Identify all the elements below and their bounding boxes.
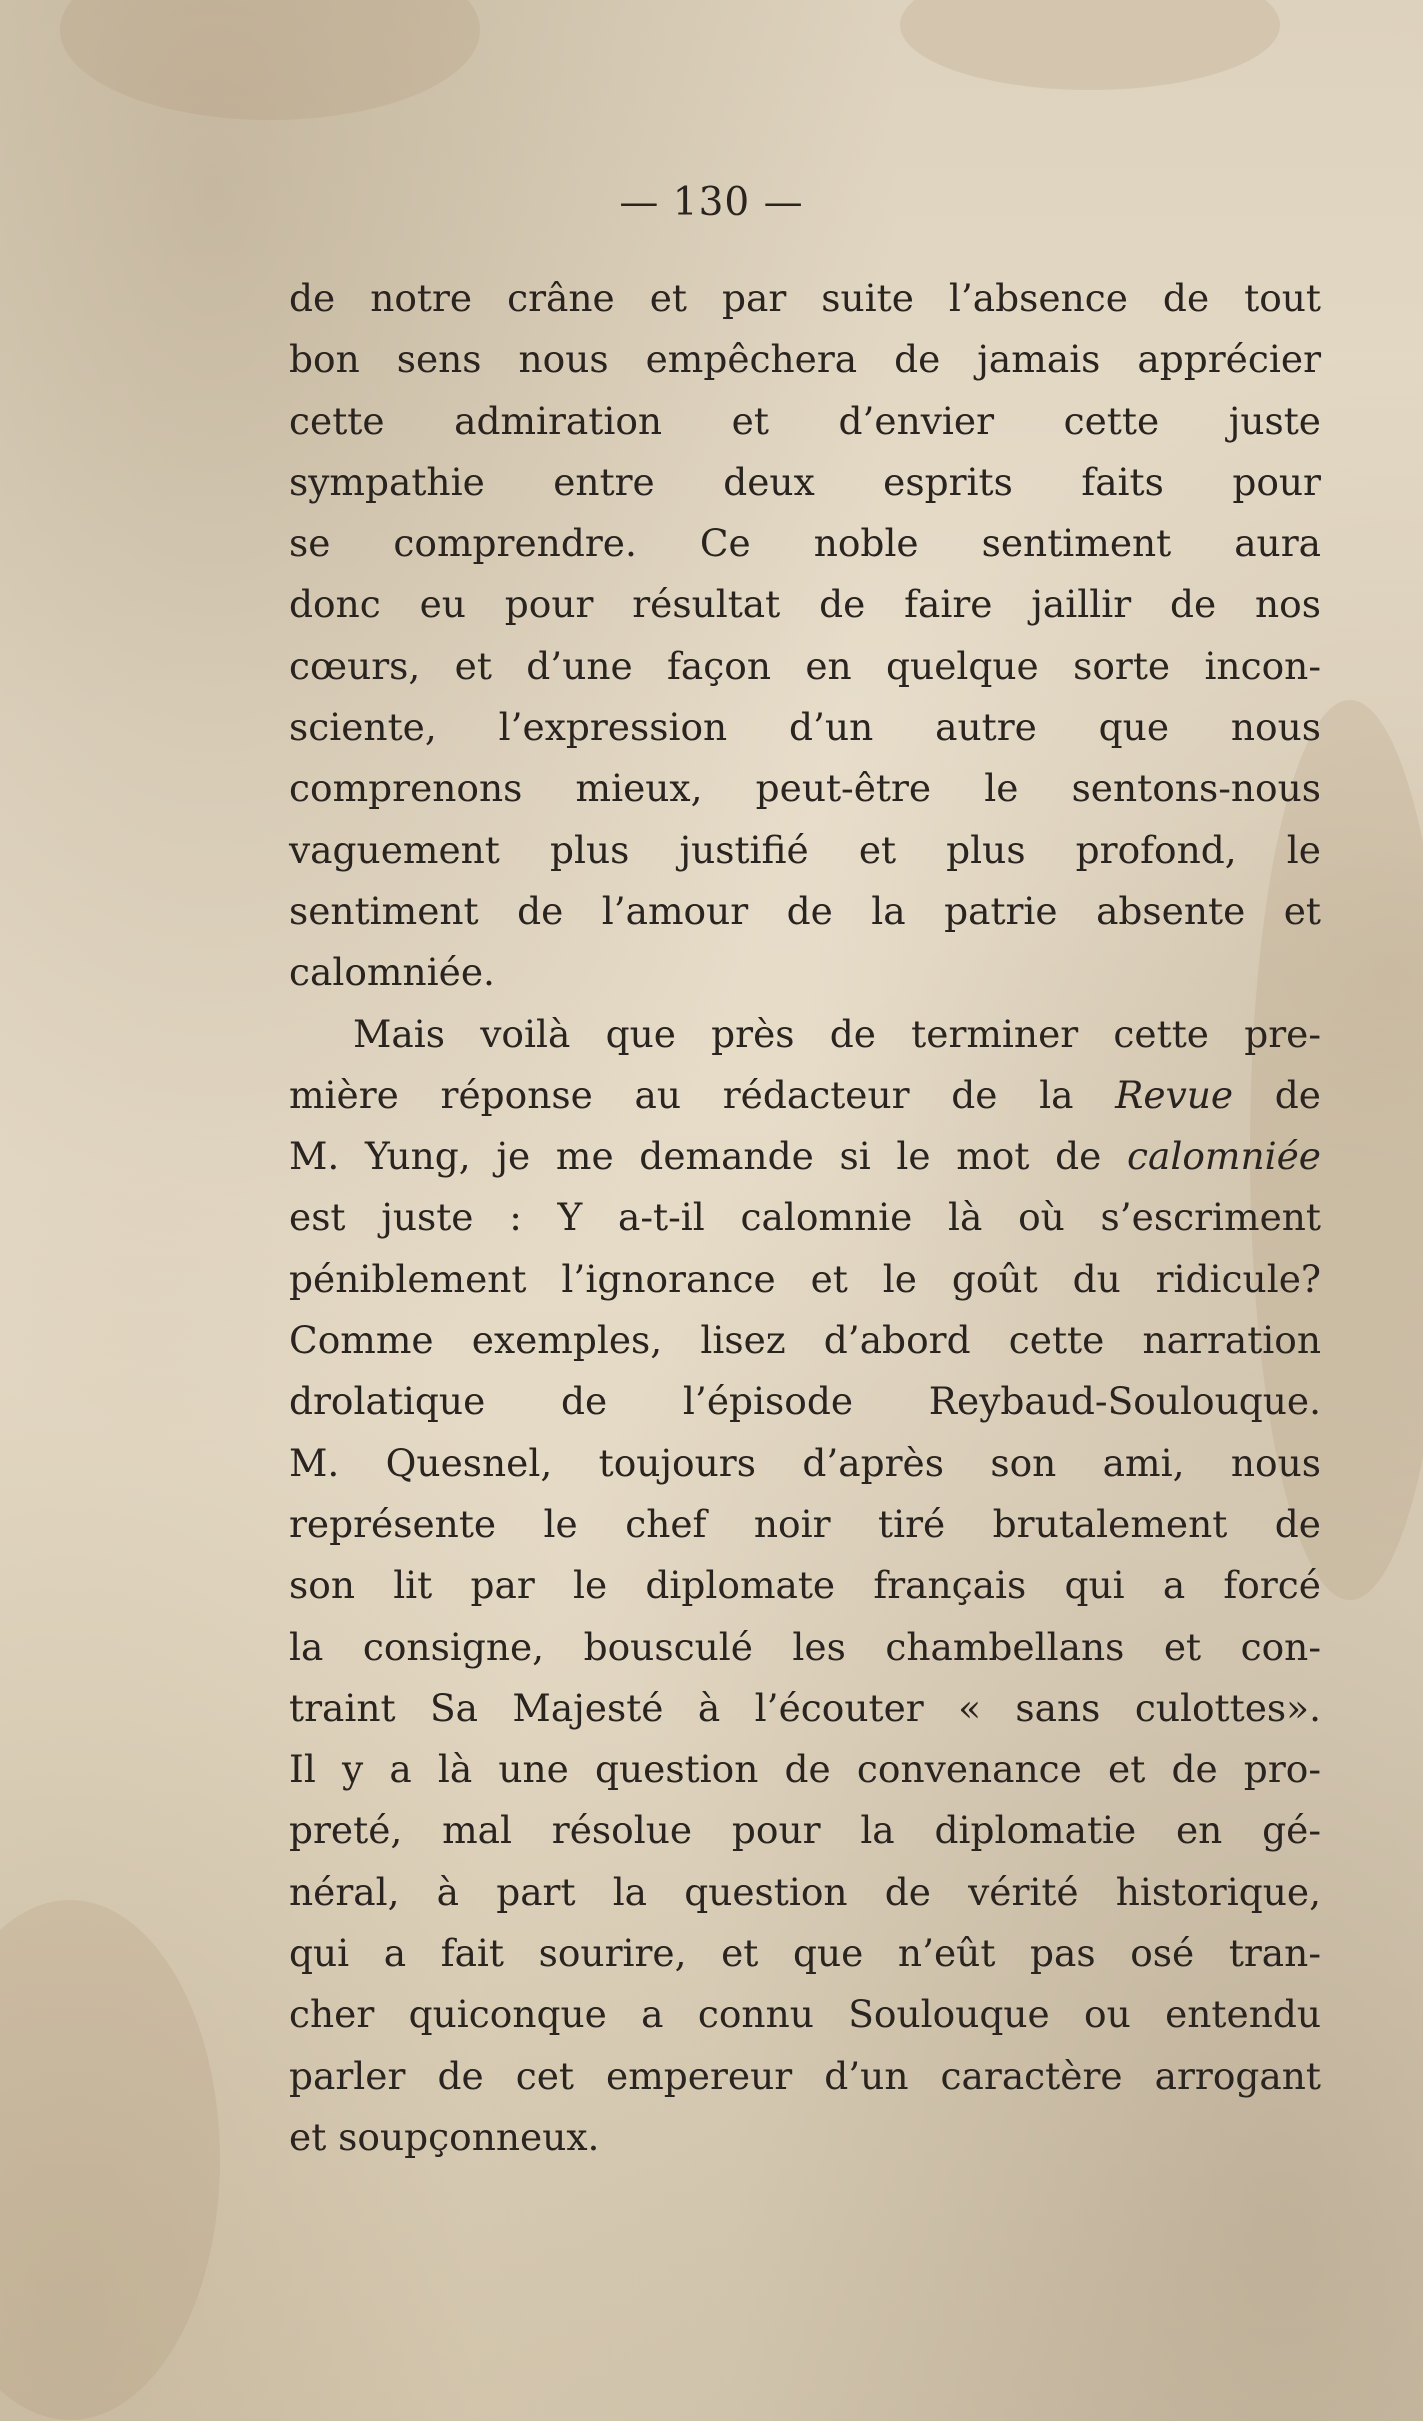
text-line: cœurs, et d’une façon en quelque sorte incon- [289, 643, 1321, 688]
text-line [289, 1126, 1321, 1187]
text-line: calomniée. [289, 950, 495, 995]
text-line: comprenons mieux, peut-être le sentons-nous [289, 766, 1321, 811]
italic-word: calomniée [1126, 1134, 1321, 1179]
text-line: cher quiconque a connu Soulouque ou entendu [289, 1992, 1321, 2037]
text-line: péniblement l’ignorance et le goût du ridicule? [289, 1256, 1321, 1301]
text-line: parler de cet empereur d’un caractère arrogant [289, 2053, 1321, 2098]
text-line: Comme exemples, lisez d’abord cette narration [289, 1318, 1321, 1363]
text-line: néral, à part la question de vérité historique, [289, 1869, 1321, 1914]
text-line: son lit par le diplomate français qui a forcé [289, 1563, 1321, 1608]
text-line: et soupçonneux. [289, 2114, 600, 2159]
text-line: preté, mal résolue pour la diplomatie en gé- [289, 1808, 1321, 1853]
text-line: sympathie entre deux esprits faits pour [289, 459, 1321, 504]
text-line: donc eu pour résultat de faire jaillir de nos [289, 582, 1321, 627]
text-line: se comprendre. Ce noble sentiment aura [289, 521, 1321, 566]
text-line: traint Sa Majesté à l’écouter « sans culottes». [289, 1685, 1321, 1730]
text-line: drolatique de l’épisode Reybaud-Soulouque. [289, 1379, 1321, 1424]
page-number: — 130 — [619, 180, 804, 225]
text-line: la consigne, bousculé les chambellans et con- [289, 1624, 1321, 1669]
text-line: cette admiration et d’envier cette juste [289, 398, 1321, 443]
text-line: bon sens nous empêchera de jamais apprécier [289, 337, 1321, 382]
paragraph [289, 1004, 1321, 2169]
text-line: qui a fait sourire, et que n’eût pas osé tran- [289, 1931, 1321, 1976]
text-line: représente le chef noir tiré brutalement de [289, 1501, 1321, 1546]
body-text [289, 268, 1321, 2168]
text-line [289, 1065, 1321, 1126]
text-segment: mière réponse au rédacteur de la [289, 1072, 1116, 1117]
text-line: sentiment de l’amour de la patrie absente et [289, 888, 1321, 933]
text-line: est juste : Y a-t-il calomnie là où s’escriment [289, 1195, 1321, 1240]
text-segment: de [1233, 1072, 1321, 1117]
paragraph [289, 268, 1321, 1004]
text-line: Il y a là une question de convenance et de pro- [289, 1747, 1321, 1792]
text-line: Mais voilà que près de terminer cette pre- [353, 1011, 1321, 1056]
text-line: M. Quesnel, toujours d’après son ami, nous [289, 1440, 1321, 1485]
paper-stain [60, 0, 480, 120]
text-segment: M. Yung, je me demande si le mot de [289, 1134, 1127, 1179]
text-line: vaguement plus justifié et plus profond, le [289, 827, 1321, 872]
paper-stain [900, 0, 1280, 90]
text-line: de notre crâne et par suite l’absence de tout [289, 276, 1321, 320]
paper-stain [0, 1900, 220, 2420]
text-line: sciente, l’expression d’un autre que nous [289, 705, 1321, 750]
italic-title: Revue [1115, 1072, 1234, 1117]
